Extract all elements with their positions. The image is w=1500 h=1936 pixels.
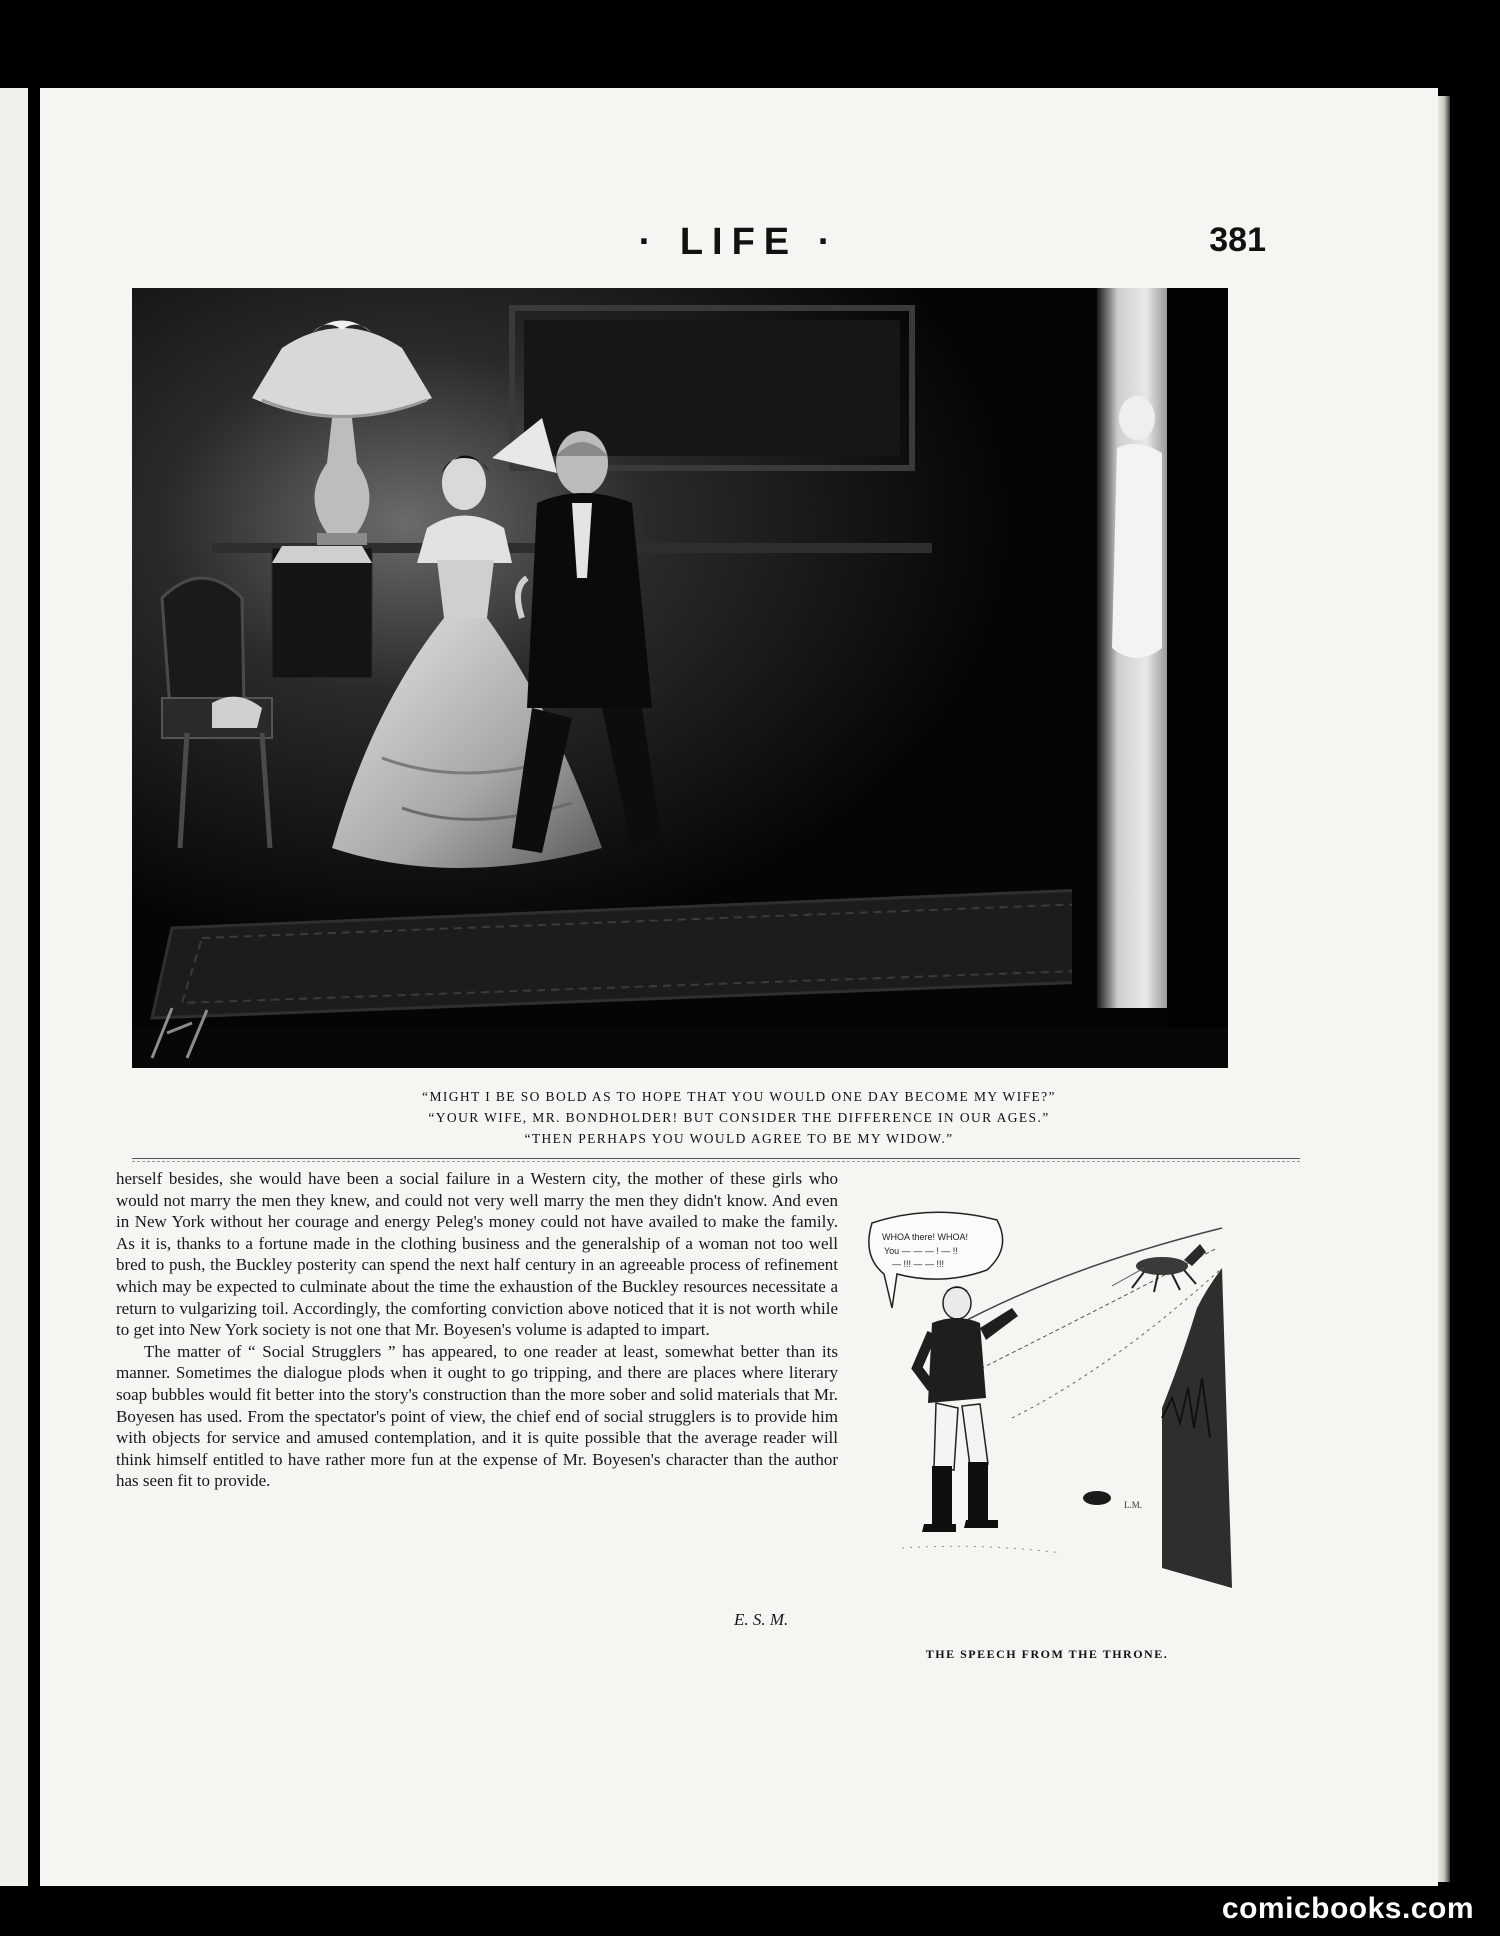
article-paragraph-2: The matter of “ Social Strugglers ” has appeared, to one reader at least, somewhat better than its manner. Sometimes the dialogue plods when it ought to go tripping, and there are places where literary soap bubbles would fit better into the story's construction than the more sober and solid materials that Mr. Boyesen has used. From the spectator's point of view, the chief end of social strugglers is to provide him with objects for service and amused contemplation, and it is quite possible that the average reader will think himself entitled to have rather more fun at the expense of Mr. Boyesen's character than the author has seen fit to provide. xyxy=(116,1341,838,1491)
artist-initials: L.M. xyxy=(1124,1500,1142,1510)
magazine-page xyxy=(40,88,1438,1886)
parlor-scene-image xyxy=(132,288,1228,1068)
section-divider xyxy=(132,1158,1300,1159)
caption-line-3: “THEN PERHAPS YOU WOULD AGREE TO BE MY WIDOW.” xyxy=(524,1131,954,1146)
author-signature: E. S. M. xyxy=(734,1610,789,1629)
caption-line-1: “MIGHT I BE SO BOLD AS TO HOPE THAT YOU WOULD ONE DAY BECOME MY WIFE?” xyxy=(422,1089,1056,1104)
cartoon-caption: THE SPEECH FROM THE THRONE. xyxy=(925,1647,1169,1661)
masthead-title: · LIFE · xyxy=(638,221,840,263)
speech-line-1: WHOA there! WHOA! xyxy=(882,1232,969,1242)
review-article xyxy=(116,1168,838,1492)
previous-page-edge xyxy=(0,88,28,1886)
illustration-caption xyxy=(40,1086,1438,1149)
parlor-illustration xyxy=(132,288,1228,1068)
watermark: comicbooks.com xyxy=(1221,1892,1474,1925)
caption-line-2: “YOUR WIFE, MR. BONDHOLDER! BUT CONSIDER THE DIFFERENCE IN OUR AGES.” xyxy=(428,1110,1050,1125)
gutter-shadow xyxy=(28,88,40,1886)
speech-line-2: You — — — ! — !! xyxy=(884,1246,958,1256)
article-paragraph-1: herself besides, she would have been a social failure in a Western city, the mother of these girls who would not marry the men they knew, and could not very well marry the men they didn't know. And even in New York without her courage and energy Peleg's money could not have availed to make the family. As it is, thanks to a fortune made in the clothing business and the generalship of a woman not too well bred to push, the Buckley posterity can spend the next half century in an agreeable process of refinement which may be expected to culminate about the time the exhaustion of the Buckley resources necessitate a return to vulgarizing toil. Accordingly, the comforting conviction above noticed that it is not worth while to get into New York society is not one that Mr. Boyesen's volume is adapted to impart. xyxy=(116,1169,838,1340)
hunter-cartoon-image xyxy=(862,1208,1232,1588)
speech-line-3: — !!! — — !!! xyxy=(892,1259,945,1269)
section-divider-dashed xyxy=(132,1161,1300,1162)
page-number: 381 xyxy=(1209,221,1266,259)
cartoon-illustration xyxy=(862,1208,1232,1588)
